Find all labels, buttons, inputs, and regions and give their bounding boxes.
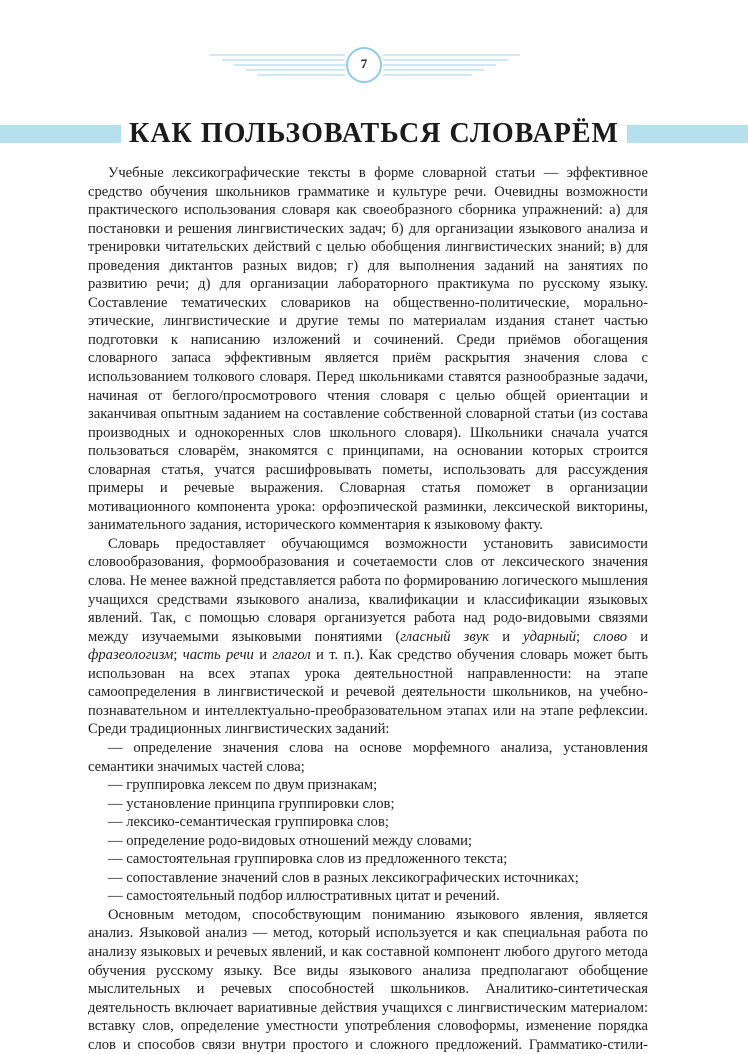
page-title bbox=[0, 114, 748, 154]
paragraph-3: Основным методом, способствующим пониманию языкового явления, является анализ. Языковой анализ — метод, который используется и как специальная работа по анализу языковых и речевых явлений, и как составной компонент любого другого метода обучения русскому языку. Все виды языкового анализа предполагают обобщение мыслительных и речевых способностей школьников. Аналитико-синтетическая деятельность включает вариативные действия учащихся с лингвистическим материалом: вставку слов, определение уместности употребления словоформы, изменение порядка слов и способов связи внутри простого и сложного предложений. Грамматико-стили- bbox=[88, 906, 648, 1053]
page-title-text: КАК ПОЛЬЗОВАТЬСЯ СЛОВАРЁМ bbox=[121, 118, 627, 149]
paragraph-2 bbox=[88, 535, 648, 739]
list-item: — группировка лексем по двум признакам; bbox=[108, 777, 378, 794]
body-text bbox=[88, 164, 648, 1054]
header-lines-left bbox=[210, 55, 345, 75]
list-item: — установление принципа группировки слов; bbox=[108, 795, 395, 812]
sep-2: ; bbox=[173, 647, 183, 664]
term-part-of-speech: часть речи bbox=[182, 647, 254, 664]
list-item: — лексико-семантическая группировка слов; bbox=[108, 814, 389, 831]
paragraph-1: Учебные лексикографические тексты в форме словарной статьи — эффективное средство обучения школьников грамматике и культуре речи. Очевидны возможности практического использования словаря как своеобразного сборника упражнений: а) для постановки и решения лингвистических задач; б) для организации языкового анализа и тренировки читательских действий с целью обобщения лингвистических знаний; в) для проведения диктантов разных видов; г) для выполнения заданий на занятиях по развитию речи; д) для организации лабораторного практикума по русскому языку. Составление тематических словариков на общественно-политические, морально-этические, лингвистические и другие темы по материалам издания станет частью подготовки к написанию изложений и сочинений. Среди приёмов обогащения словарного запаса эффективным является приём раскрытия значения слова с использованием толкового словаря. Перед школьниками ставятся разнообразные задачи, начиная от беглого/просмотрового чтения словаря с целью общей ориентации и заканчивая опытным заданием на составление собственной словарной статьи (из состава производных и однокоренных слов школьного словаря). Школьники сначала учатся пользоваться словарём, знакомятся с принципами, на основании которых строится словарная статья, учатся расшифровывать пометы, использовать для рассуждения примеры и речевые выражения. Словарная статья поможет в организации мотивационного компонента урока: орфоэпической разминки, лексической викторины, занимательного задания, исторического комментария к языковому факту. bbox=[88, 165, 648, 534]
paragraph-2-part-2: и т. п.). Как средство обучения словарь может быть использован на всех этапах урока деятельностной направленности: на этапе самоопределения в лингвистической и речевой деятельности школьников, на учебно-познавательном и интеллектуально-преобразовательном этапах или на этапе рефлексии. Среди традиционных лингвистических заданий: bbox=[88, 647, 649, 738]
page-number: 7 bbox=[360, 56, 368, 71]
list-item: — самостоятельная группировка слов из предложенного текста; bbox=[108, 851, 508, 868]
conj-1: и bbox=[489, 628, 524, 645]
list-item: — самостоятельный подбор иллюстративных цитат и речений. bbox=[108, 888, 500, 905]
term-phraseologism: фразеологизм bbox=[88, 647, 174, 664]
sep-1: ; bbox=[576, 628, 594, 645]
paragraph-2-part-1: Словарь предоставляет обучающимся возможности установить зависимости словообразования, формообразования и сочетаемости слов от лексического значения слова. Не менее важной представляется работа по формированию логического мышления учащихся средствами языкового анализа, квалификации и классификации языковых явлений. Так, с помощью словаря организуется работа над родо-видовыми связями между изучаемыми языковыми понятиями ( bbox=[88, 535, 648, 645]
term-word: слово bbox=[593, 628, 628, 645]
list-item: — определение значения слова на основе морфемного анализа, установления семантики значимых частей слова; bbox=[88, 739, 648, 775]
header-lines-right bbox=[383, 55, 520, 75]
term-stressed: ударный bbox=[523, 628, 577, 645]
conj-3: и bbox=[253, 647, 273, 664]
term-vowel-sound: гласный звук bbox=[400, 628, 490, 645]
conj-2: и bbox=[627, 628, 648, 645]
term-verb: глагол bbox=[272, 647, 311, 664]
list-item: — определение родо-видовых отношений между словами; bbox=[108, 832, 473, 849]
list-item: — сопоставление значений слов в разных лексикографических источниках; bbox=[108, 869, 579, 886]
